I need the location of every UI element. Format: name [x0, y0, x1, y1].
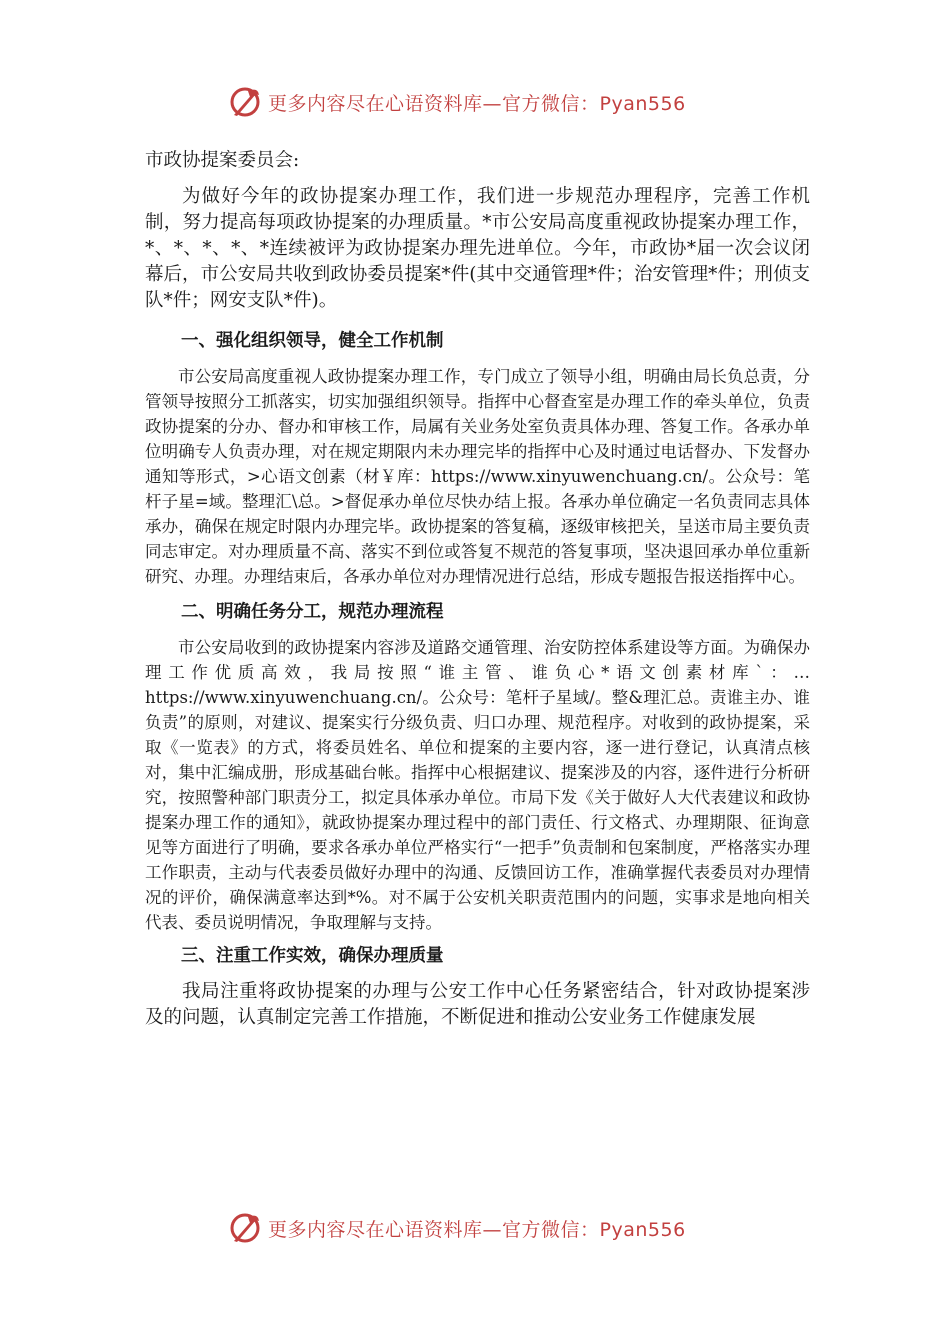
banner-text: 更多内容尽在心语资料库—官方微信：Pyan556 — [268, 1218, 686, 1241]
document-body — [145, 148, 810, 1031]
section-2-heading: 二、明确任务分工，规范办理流程 — [181, 602, 444, 622]
top-banner — [228, 82, 686, 122]
quill-logo-icon — [228, 85, 262, 119]
section-1-heading: 一、强化组织领导，健全工作机制 — [181, 331, 444, 351]
salutation: 市政协提案委员会: — [145, 150, 300, 171]
section-3-body: 我局注重将政协提案的办理与公安工作中心任务紧密结合，针对政协提案涉及的问题，认真制定完善工作措施，不断促进和推动公安业务工作健康发展 — [145, 981, 810, 1028]
bottom-banner — [228, 1208, 686, 1248]
quill-logo-icon — [228, 1211, 262, 1245]
banner-text: 更多内容尽在心语资料库—官方微信：Pyan556 — [268, 92, 686, 115]
intro-paragraph: 为做好今年的政协提案办理工作，我们进一步规范办理程序，完善工作机制，努力提高每项政协提案的办理质量。*市公安局高度重视政协提案办理工作，*、*、*、*、*连续被评为政协提案办理先进单位。今年，市政协*届一次会议闭幕后，市公安局共收到政协委员提案*件(其中交通管理*件；治安管理*件；刑侦支队*件；网安支队*件)。 — [145, 186, 810, 311]
section-1-body: 市公安局高度重视人政协提案办理工作，专门成立了领导小组，明确由局长负总责，分管领导按照分工抓落实，切实加强组织领导。指挥中心督查室是办理工作的牵头单位，负责政协提案的分办、督办和审核工作，局属有关业务处室负责具体办理、答复工作。各承办单位明确专人负责办理，对在规定期限内未办理完毕的指挥中心及时通过电话督办、下发督办通知等形式，>心语文创素（材￥库：https://www.xinyuwenchuang.cn/。公众号：笔杆子星=域。整理汇\总。>督促承办单位尽快办结上报。各承办单位确定一名负责同志具体承办，确保在规定时限内办理完毕。政协提案的答复稿，逐级审核把关，呈送市局主要负责同志审定。对办理质量不高、落实不到位或答复不规范的答复事项，坚决退回承办单位重新研究、办理。办理结束后，各承办单位对办理情况进行总结，形成专题报告报送指挥中心。 — [145, 367, 810, 586]
section-2-body: 市公安局收到的政协提案内容涉及道路交通管理、治安防控体系建设等方面。为确保办理工作优质高效，我局按照“谁主管、谁负心*语文创素材库`：…https://www.xinyuwenchuang.cn/。公众号：笔杆子星域/。整&理汇总。责谁主办、谁负责”的原则，对建议、提案实行分级负责、归口办理、规范程序。对收到的政协提案，采取《一览表》的方式，将委员姓名、单位和提案的主要内容，逐一进行登记，认真清点核对，集中汇编成册，形成基础台帐。指挥中心根据建议、提案涉及的内容，逐件进行分析研究，按照警种部门职责分工，拟定具体承办单位。市局下发《关于做好人大代表建议和政协提案办理工作的通知》，就政协提案办理过程中的部门责任、行文格式、办理期限、征询意见等方面进行了明确，要求各承办单位严格实行“一把手”负责制和包案制度，严格落实办理工作职责，主动与代表委员做好办理中的沟通、反馈回访工作，准确掌握代表委员对办理情况的评价，确保满意率达到*%。对不属于公安机关职责范围内的问题，实事求是地向相关代表、委员说明情况，争取理解与支持。 — [145, 638, 810, 932]
section-3-heading: 三、注重工作实效，确保办理质量 — [181, 946, 444, 966]
